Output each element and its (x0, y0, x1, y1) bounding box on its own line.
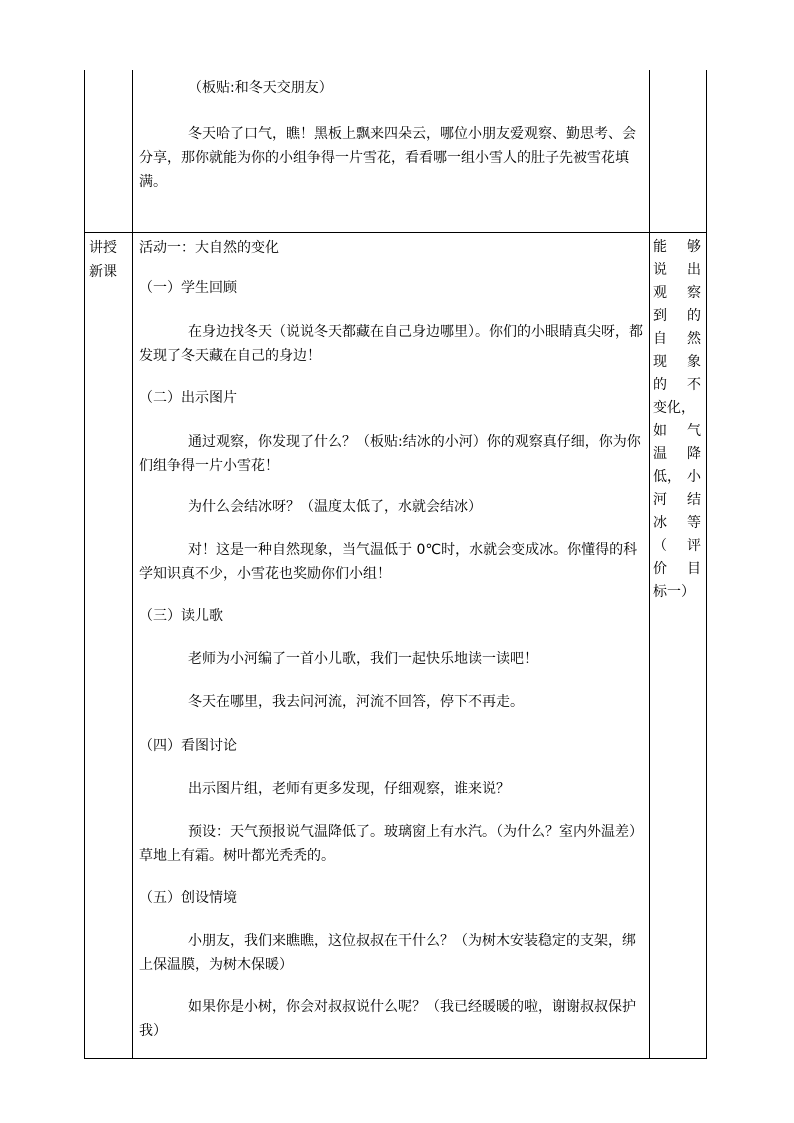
eval-line: 变化， (653, 400, 695, 416)
eval-line: 自 然 (653, 331, 701, 347)
table-border-right (706, 70, 707, 1059)
block-paragraph: 对！这是一种自然现象，当气温低于 0℃时，水就会变成冰。你懂得的科学知识真不少，小雪花也奖励你们小组！ (139, 542, 638, 582)
block-heading: （四）看图讨论 (139, 738, 237, 754)
block-heading: （五）创设情境 (139, 890, 237, 906)
block-paragraph: 通过观察，你发现了什么？（板贴:结冰的小河）你的观察真仔细，你为你们组争得一片小雪花！ (139, 434, 641, 474)
eval-line: 价 目 (653, 561, 701, 577)
block-paragraph: 老师为小河编了一首小儿歌，我们一起快乐地读一读吧！ (188, 651, 538, 667)
block-paragraph: 为什么会结冰呀？（温度太低了，水就会结冰） (188, 499, 482, 515)
activity-title: 活动一：大自然的变化 (139, 240, 279, 256)
eval-line: 低， 小 (653, 469, 701, 485)
block-paragraph: 预设：天气预报说气温降低了。玻璃窗上有水汽。（为什么？室内外温差）草地上有霜。树叶都光秃秃的。 (139, 824, 643, 864)
board-note: （板贴:和冬天交朋友） (188, 80, 333, 96)
eval-line: 冰 等 (653, 515, 701, 531)
table-divider-eval (649, 70, 650, 1059)
evaluation-note (653, 236, 701, 604)
eval-line: 说 出 (653, 262, 701, 278)
block-paragraph: 如果你是小树，你会对叔叔说什么呢？（我已经暖暖的啦，谢谢叔叔保护我） (139, 999, 636, 1039)
eval-line: 能 够 (653, 239, 701, 255)
row-divider (84, 232, 707, 233)
eval-line: 观 察 (653, 285, 701, 301)
intro-paragraph: 冬天哈了口气，瞧！黑板上飘来四朵云，哪位小朋友爱观察、勤思考、会分享，那你就能为你的小组争得一片雪花，看看哪一组小雪人的肚子先被雪花填满。 (139, 126, 636, 190)
section-label-line1: 讲授 (89, 240, 117, 256)
eval-line: 到 的 (653, 308, 701, 324)
block-paragraph: 出示图片组，老师有更多发现，仔细观察，谁来说？ (188, 781, 510, 797)
eval-line: 现 象 (653, 354, 701, 370)
section-label-line2: 新课 (89, 264, 117, 280)
eval-line: 标一） (653, 584, 695, 600)
block-heading: （一）学生回顾 (139, 280, 237, 296)
eval-line: 温 降 (653, 446, 701, 462)
table-divider-label (132, 70, 133, 1059)
eval-line: （ 评 (653, 538, 701, 554)
block-paragraph: 小朋友，我们来瞧瞧，这位叔叔在干什么？（为树木安装稳定的支架，绑上保温膜，为树木保暖） (139, 933, 636, 973)
block-paragraph: 冬天在哪里，我去问河流，河流不回答，停下不再走。 (188, 694, 524, 710)
block-heading: （二）出示图片 (139, 390, 237, 406)
eval-line: 河 结 (653, 492, 701, 508)
table-border-bottom (84, 1058, 707, 1059)
block-heading: （三）读儿歌 (139, 608, 223, 624)
eval-line: 如 气 (653, 423, 701, 439)
table-border-left (84, 70, 85, 1059)
block-paragraph: 在身边找冬天（说说冬天都藏在自己身边哪里）。你们的小眼睛真尖呀，都发现了冬天藏在自己的身边！ (139, 324, 643, 364)
eval-line: 的 不 (653, 377, 701, 393)
